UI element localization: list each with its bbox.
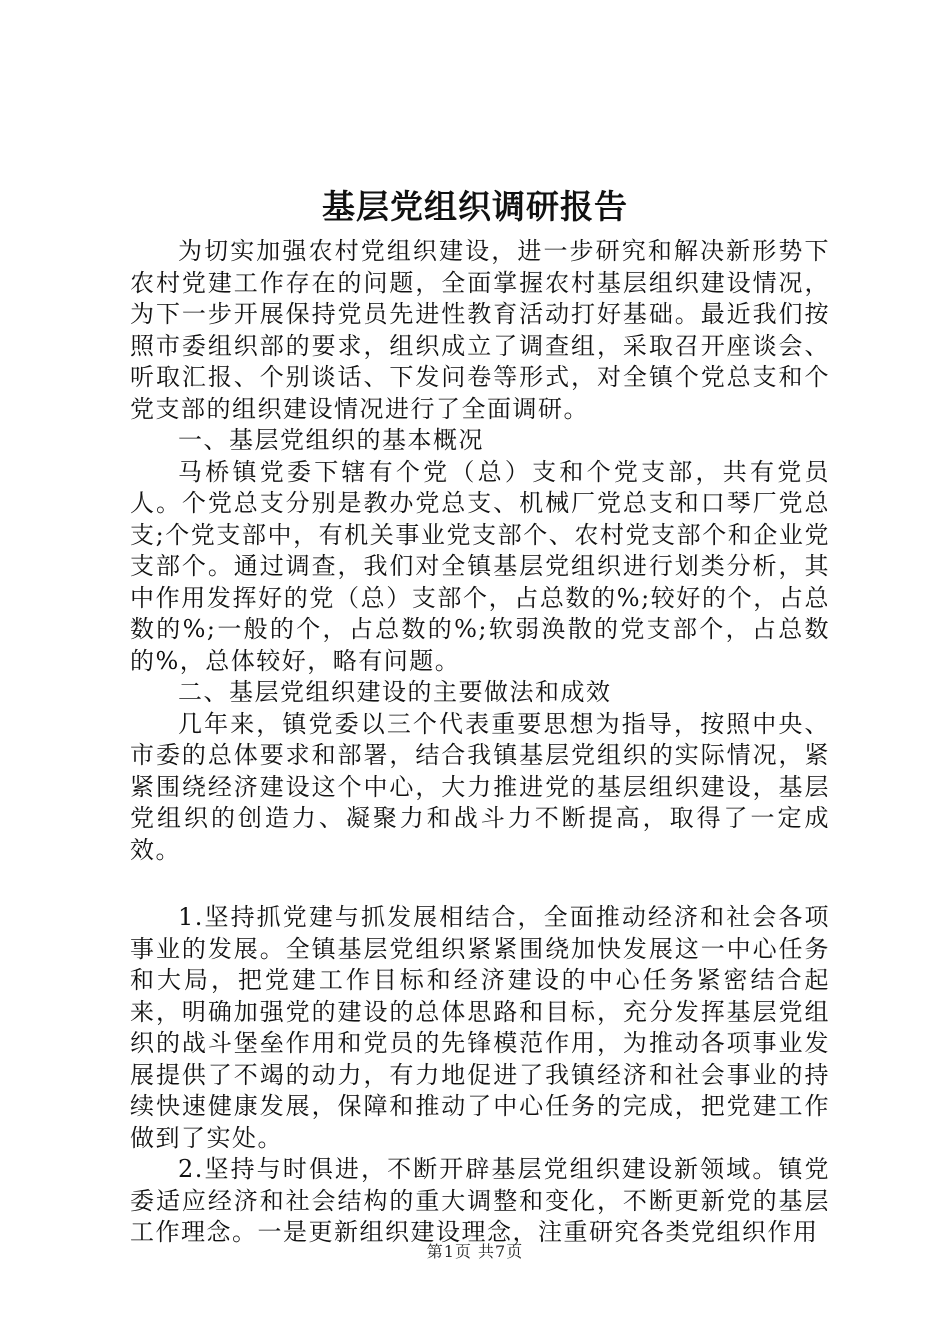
section-heading-practices: 二、基层党组织建设的主要做法和成效 <box>178 678 612 706</box>
document-body <box>130 236 830 1249</box>
paragraph-gap <box>130 866 830 902</box>
section-heading-overview: 一、基层党组织的基本概况 <box>178 426 484 454</box>
practice-item-2-paragraph: 2.坚持与时俱进，不断开辟基层党组织建设新领域。镇党委适应经济和社会结构的重大调整和变化，不断更新党的基层工作理念。一是更新组织建设理念，注重研究各类党组织作用 <box>130 1155 830 1246</box>
practices-intro-paragraph: 几年来，镇党委以三个代表重要思想为指导，按照中央、市委的总体要求和部署，结合我镇基层党组织的实际情况，紧紧围绕经济建设这个中心，大力推进党的基层组织建设，基层党组织的创造力、凝聚力和战斗力不断提高，取得了一定成效。 <box>130 709 830 864</box>
page-footer: 第1页 共7页 <box>426 1242 524 1261</box>
overview-paragraph: 马桥镇党委下辖有个党（总）支和个党支部，共有党员人。个党总支分别是教办党总支、机械厂党总支和口琴厂党总支;个党支部中，有机关事业党支部个、农村党支部个和企业党支部个。通过调查，我们对全镇基层党组织进行划类分析，其中作用发挥好的党（总）支部个，占总数的%;较好的个，占总数的%;一般的个，占总数的%;软弱涣散的党支部个，占总数的%，总体较好，略有问题。 <box>130 457 830 675</box>
intro-paragraph: 为切实加强农村党组织建设，进一步研究和解决新形势下农村党建工作存在的问题，全面掌握农村基层组织建设情况，为下一步开展保持党员先进性教育活动打好基础。最近我们按照市委组织部的要求，组织成立了调查组，采取召开座谈会、听取汇报、个别谈话、下发问卷等形式，对全镇个党总支和个党支部的组织建设情况进行了全面调研。 <box>130 237 830 423</box>
document-title: 基层党组织调研报告 <box>322 187 628 226</box>
practice-item-1-paragraph: 1.坚持抓党建与抓发展相结合，全面推动经济和社会各项事业的发展。全镇基层党组织紧紧围绕加快发展这一中心任务和大局，把党建工作目标和经济建设的中心任务紧密结合起来，明确加强党的建设的总体思路和目标，充分发挥基层党组织的战斗堡垒作用和党员的先锋模范作用，为推动各项事业发展提供了不竭的动力，有力地促进了我镇经济和社会事业的持续快速健康发展，保障和推动了中心任务的完成，把党建工作做到了实处。 <box>130 903 830 1152</box>
